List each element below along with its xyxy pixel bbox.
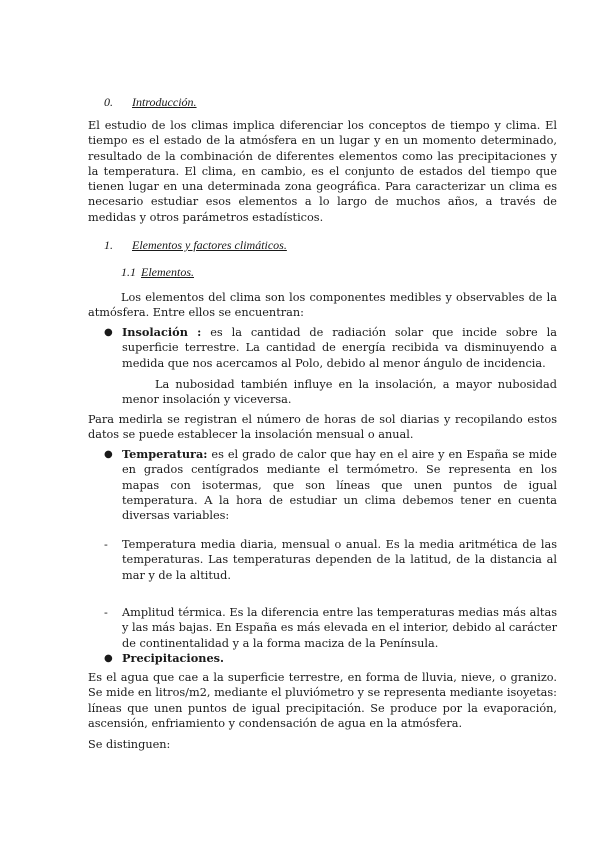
se-distinguen-text: Se distinguen: xyxy=(88,738,171,751)
temperatura-media-text: Temperatura media diaria, mensual o anual. Es la media aritmética de las temperaturas. Las temperaturas dependen de la latitud, de la distancia al mar y de la altitud. xyxy=(122,538,557,582)
bullet-icon: ● xyxy=(104,449,113,460)
section1-heading xyxy=(104,238,287,253)
precipitaciones-term: Precipitaciones. xyxy=(122,651,224,665)
dash-icon: - xyxy=(104,538,108,551)
insolacion-medida-paragraph: Para medirla se registran el número de horas de sol diarias y recopilando estos datos se puede establecer la insolación mensual o anual. xyxy=(88,413,557,442)
section1-number: 1. xyxy=(104,238,113,252)
temperatura-media-item xyxy=(104,537,557,583)
bullet-icon: ● xyxy=(104,327,113,338)
intro-title: Introducción. xyxy=(132,95,197,109)
bullet-icon: ● xyxy=(104,653,113,664)
insolacion-text: es la cantidad de radiación solar que incide sobre la superficie terrestre. La cantidad de energía recibida va disminuyendo a medida que nos acercamos al Polo, debido al menor ángulo de incidencia. xyxy=(122,326,557,370)
intro-number: 0. xyxy=(104,95,113,109)
section11-title: Elementos. xyxy=(141,265,194,279)
nubosidad-paragraph: La nubosidad también influye en la insolación, a mayor nubosidad menor insolación y viceversa. xyxy=(122,378,557,407)
nubosidad-block xyxy=(104,377,557,408)
dash-icon: - xyxy=(104,606,108,619)
amplitud-termica-item xyxy=(104,605,557,651)
elements-paragraph: Los elementos del clima son los componentes medibles y observables de la atmósfera. Entre ellos se encuentran: xyxy=(88,291,557,320)
intro-paragraph: El estudio de los climas implica diferenciar los conceptos de tiempo y clima. El tiempo es el estado de la atmósfera en un lugar y en un momento determinado, resultado de la combinación de diferentes elementos como las precipitaciones y la temperatura. El clima, en cambio, es el conjunto de estados del tiempo que tienen lugar en una determinada zona geográfica. Para caracterizar un clima es necesario estudiar esos elementos a lo largo de muchos años, a través de medidas y otros parámetros estadísticos. xyxy=(88,119,557,224)
insolacion-term: Insolación : xyxy=(122,325,202,339)
temperatura-item xyxy=(104,447,557,523)
precipitaciones-item xyxy=(104,651,557,666)
amplitud-termica-text: Amplitud térmica. Es la diferencia entre las temperaturas medias más altas y las más bajas. En España es más elevada en el interior, debido al carácter de continentalidad y a la forma maciza de la Península. xyxy=(122,606,557,650)
intro-heading xyxy=(104,95,197,110)
section11-heading xyxy=(121,265,194,280)
temperatura-text: es el grado de calor que hay en el aire y en España se mide en grados centígrados mediante el termómetro. Se representa en los mapas con isotermas, que son líneas que unen puntos de igual temperatura. A la hora de estudiar un clima debemos tener en cuenta diversas variables: xyxy=(122,448,557,523)
section11-number: 1.1 xyxy=(121,265,136,279)
temperatura-term: Temperatura: xyxy=(122,447,208,461)
section1-title: Elementos y factores climáticos. xyxy=(132,238,287,252)
precipitaciones-paragraph: Es el agua que cae a la superficie terrestre, en forma de lluvia, nieve, o granizo. Se mide en litros/m2, mediante el pluviómetro y se representa mediante isoyetas: líneas que unen puntos de igual precipitación. Se produce por la evaporación, ascensión, enfriamiento y condensación de agua en la atmósfera. xyxy=(88,671,557,730)
insolacion-item xyxy=(104,325,557,371)
